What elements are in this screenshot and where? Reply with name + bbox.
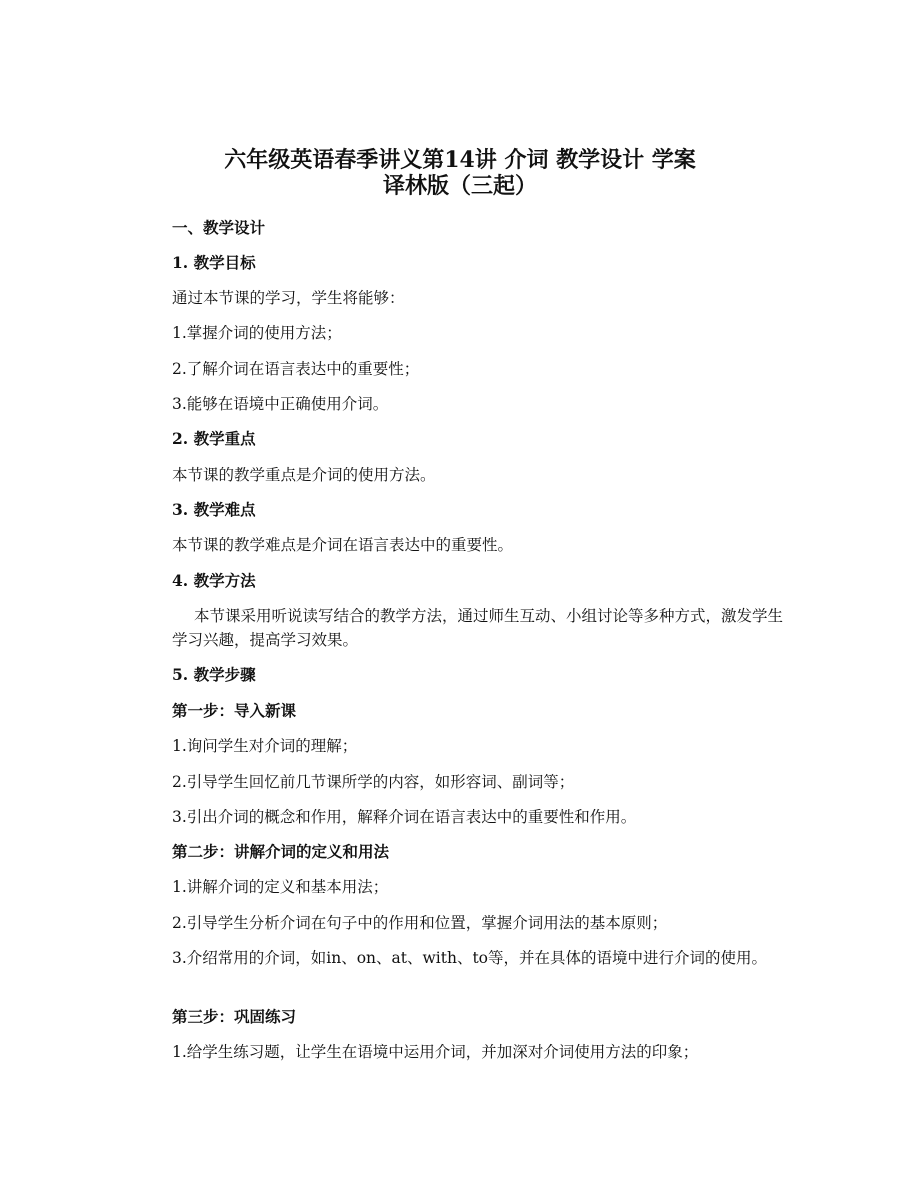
section-heading: 第二步：讲解介词的定义和用法 <box>172 842 390 861</box>
paragraph: 2.引导学生分析介词在句子中的作用和位置，掌握介词用法的基本原则； <box>172 914 668 932</box>
paragraph: 通过本节课的学习，学生将能够： <box>172 289 405 307</box>
paragraph: 本节课的教学重点是介词的使用方法。 <box>172 466 436 484</box>
section-heading: 5. 教学步骤 <box>172 665 256 684</box>
paragraph: 2.了解介词在语言表达中的重要性； <box>172 360 420 378</box>
paragraph: 本节课的教学难点是介词在语言表达中的重要性。 <box>172 536 514 554</box>
paragraph: 2.引导学生回忆前几节课所学的内容，如形容词、副词等； <box>172 773 575 791</box>
paragraph: 3.能够在语境中正确使用介词。 <box>172 395 389 413</box>
section-heading: 1. 教学目标 <box>172 253 256 272</box>
paragraph: 1.讲解介词的定义和基本用法； <box>172 878 389 896</box>
paragraph: 1.给学生练习题，让学生在语境中运用介词，并加深对介词使用方法的印象； <box>172 1043 699 1061</box>
section-heading: 一、教学设计 <box>172 218 266 237</box>
paragraph: 3.引出介词的概念和作用，解释介词在语言表达中的重要性和作用。 <box>172 808 637 826</box>
section-heading: 2. 教学重点 <box>172 429 256 448</box>
document-title: 六年级英语春季讲义第14讲 介词 教学设计 学案 <box>224 147 696 173</box>
section-heading: 3. 教学难点 <box>172 500 256 519</box>
paragraph: 1.询问学生对介词的理解； <box>172 737 358 755</box>
paragraph: 本节课采用听说读写结合的教学方法，通过师生互动、小组讨论等多种方式，激发学生学习兴趣，提高学习效果。 <box>172 607 784 649</box>
section-heading: 第一步：导入新课 <box>172 701 297 720</box>
paragraph: 1.掌握介词的使用方法； <box>172 324 342 342</box>
paragraph: 3.介绍常用的介词，如in、on、at、with、to等，并在具体的语境中进行介词的使用。 <box>172 949 768 967</box>
section-heading: 4. 教学方法 <box>172 571 256 590</box>
document-subtitle: 译林版（三起） <box>382 173 537 199</box>
section-heading: 第三步：巩固练习 <box>172 1007 297 1026</box>
